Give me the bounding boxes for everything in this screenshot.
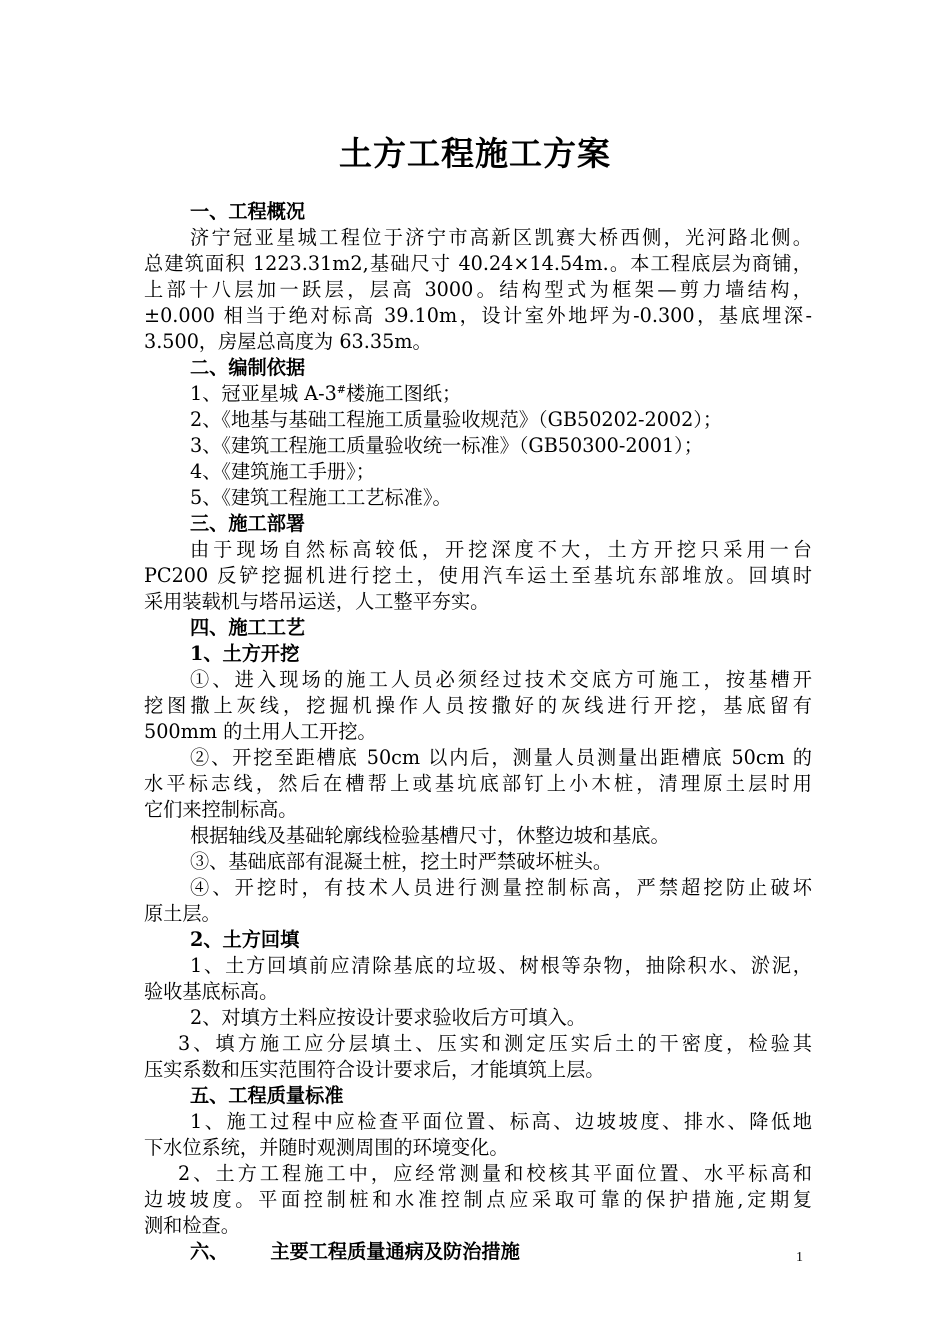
paragraph-line: 根据轴线及基础轮廓线检验基槽尺寸，休整边坡和基底。: [190, 824, 670, 847]
paragraph-line: ②、开挖至距槽底 50cm 以内后，测量人员测量出距槽底 50cm 的: [190, 746, 812, 769]
section-number: 六、: [190, 1240, 229, 1263]
superscript-hash: #: [336, 383, 347, 396]
paragraph-line: 2、土方工程施工中，应经常测量和校核其平面位置、水平标高和: [178, 1162, 812, 1185]
paragraph-line: 总建筑面积 1223.31m2,基础尺寸 40.24×14.54m.。本工程底层为商铺，: [144, 252, 812, 275]
section-heading-text: 主要工程质量通病及防治措施: [270, 1240, 520, 1263]
paragraph-line: 验收基底标高。: [144, 980, 279, 1003]
section-heading-overview: 一、工程概况: [190, 200, 306, 223]
document-body: [144, 199, 812, 1265]
paragraph-line: PC200 反铲挖掘机进行挖土，使用汽车运土至基坑东部堆放。回填时: [144, 564, 812, 587]
paragraph-line: 500mm 的土用人工开挖。: [144, 720, 377, 743]
subsection-heading-excavation: 1、土方开挖: [190, 642, 300, 665]
list-item: 4、《建筑施工手册》；: [190, 460, 375, 483]
paragraph-line: 3.500，房屋总高度为 63.35m。: [144, 330, 432, 353]
paragraph-line: 采用装载机与塔吊运送，人工整平夯实。: [144, 590, 490, 613]
section-heading-defects: [144, 1239, 812, 1265]
paragraph-line: 下水位系统，并随时观测周围的环境变化。: [144, 1136, 509, 1159]
paragraph-line: 原土层。: [144, 902, 221, 925]
paragraph-line: 水平标志线，然后在槽帮上或基坑底部钉上小木桩，清理原土层时用: [144, 772, 812, 795]
paragraph-line: 1、土方回填前应清除基底的垃圾、树根等杂物，抽除积水、淤泥，: [190, 954, 812, 977]
list-item-text: 楼施工图纸；: [346, 382, 462, 405]
paragraph-line: ±0.000 相当于绝对标高 39.10m，设计室外地坪为-0.300，基底埋深-: [144, 304, 812, 327]
document-title: 土方工程施工方案: [339, 134, 611, 173]
paragraph-line: 2、对填方土料应按设计要求验收后方可填入。: [190, 1006, 586, 1029]
paragraph-line: 压实系数和压实范围符合设计要求后，才能填筑上层。: [144, 1058, 605, 1081]
paragraph-line: ①、进入现场的施工人员必须经过技术交底方可施工，按基槽开: [190, 668, 812, 691]
paragraph-line: ④、开挖时，有技术人员进行测量控制标高，严禁超挖防止破坏: [190, 876, 812, 899]
paragraph-line: 济宁冠亚星城工程位于济宁市高新区凯赛大桥西侧，光河路北侧。: [190, 226, 812, 249]
paragraph-line: 上部十八层加一跃层，层高 3000。结构型式为框架—剪力墙结构，: [144, 278, 812, 301]
paragraph-line: ③、基础底部有混凝土桩，挖土时严禁破坏桩头。: [190, 850, 613, 873]
section-heading-quality: 五、工程质量标准: [190, 1084, 344, 1107]
section-heading-deployment: 三、施工部署: [190, 512, 306, 535]
section-heading-basis: 二、编制依据: [190, 356, 306, 379]
list-item: 2、《地基与基础工程施工质量验收规范》（GB50202-2002）；: [190, 408, 723, 431]
paragraph-line: 测和检查。: [144, 1214, 240, 1237]
list-item: [144, 381, 812, 407]
paragraph-line: 3、填方施工应分层填土、压实和测定压实后土的干密度，检验其: [178, 1032, 812, 1055]
paragraph-line: 挖图撒上灰线，挖掘机操作人员按撒好的灰线进行开挖，基底留有: [144, 694, 812, 717]
page-number: 1: [796, 1250, 803, 1265]
paragraph-line: 它们来控制标高。: [144, 798, 298, 821]
paragraph-line: 由于现场自然标高较低，开挖深度不大，土方开挖只采用一台: [190, 538, 812, 561]
list-item: 5、《建筑工程施工工艺标准》。: [190, 486, 452, 509]
list-item: 3、《建筑工程施工质量验收统一标准》（GB50300-2001）；: [190, 434, 703, 457]
subsection-heading-backfill: 2、土方回填: [190, 928, 300, 951]
list-item-text: 1、冠亚星城 A-3: [190, 382, 337, 405]
paragraph-line: 边坡坡度。平面控制桩和水准控制点应采取可靠的保护措施,定期复: [144, 1188, 812, 1211]
section-heading-process: 四、施工工艺: [190, 616, 306, 639]
paragraph-line: 1、施工过程中应检查平面位置、标高、边坡坡度、排水、降低地: [190, 1110, 812, 1133]
